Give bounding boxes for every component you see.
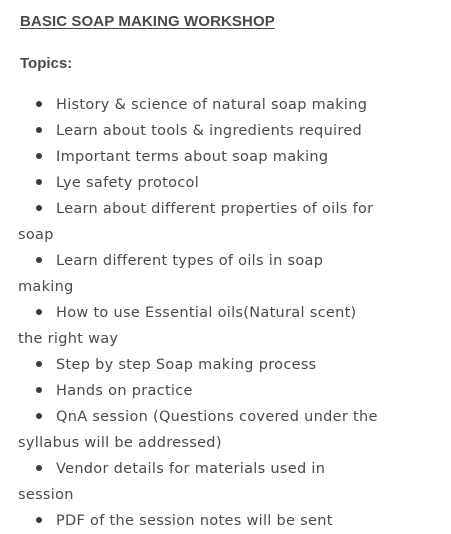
- list-item: [18, 378, 382, 404]
- bullet-icon: [36, 517, 42, 523]
- list-item: [18, 196, 382, 248]
- list-item: [18, 144, 382, 170]
- list-item: [18, 404, 382, 456]
- bullet-icon: [36, 179, 42, 185]
- list-item: [18, 92, 382, 118]
- list-item: [18, 508, 382, 534]
- bullet-icon: [36, 309, 42, 315]
- bullet-icon: [36, 205, 42, 211]
- list-item-text: How to use Essential oils(Natural scent) the right way: [18, 305, 357, 347]
- list-item: [18, 456, 382, 508]
- topics-list: [18, 92, 382, 534]
- bullet-icon: [36, 361, 42, 367]
- list-item: [18, 248, 382, 300]
- bullet-icon: [36, 101, 42, 107]
- list-item-text: PDF of the session notes will be sent: [56, 513, 333, 529]
- bullet-icon: [36, 153, 42, 159]
- workshop-document: [20, 12, 440, 534]
- topics-heading: Topics:: [20, 55, 73, 72]
- bullet-icon: [36, 257, 42, 263]
- bullet-icon: [36, 465, 42, 471]
- bullet-icon: [36, 387, 42, 393]
- list-item-text: Vendor details for materials used in session: [18, 461, 326, 503]
- list-item-text: Hands on practice: [56, 383, 193, 399]
- list-item: [18, 352, 382, 378]
- list-item-text: QnA session (Questions covered under the syllabus will be addressed): [18, 409, 378, 451]
- list-item-text: Learn about different properties of oils for soap: [18, 201, 374, 243]
- page-title: BASIC SOAP MAKING WORKSHOP: [20, 13, 275, 30]
- list-item-text: Learn different types of oils in soap making: [18, 253, 324, 295]
- list-item-text: Important terms about soap making: [56, 149, 329, 165]
- list-item: [18, 118, 382, 144]
- list-item-text: Learn about tools & ingredients required: [56, 123, 363, 139]
- list-item-text: History & science of natural soap making: [56, 97, 368, 113]
- list-item-text: Step by step Soap making process: [56, 357, 317, 373]
- bullet-icon: [36, 413, 42, 419]
- list-item-text: Lye safety protocol: [56, 175, 200, 191]
- list-item: [18, 170, 382, 196]
- list-item: [18, 300, 382, 352]
- bullet-icon: [36, 127, 42, 133]
